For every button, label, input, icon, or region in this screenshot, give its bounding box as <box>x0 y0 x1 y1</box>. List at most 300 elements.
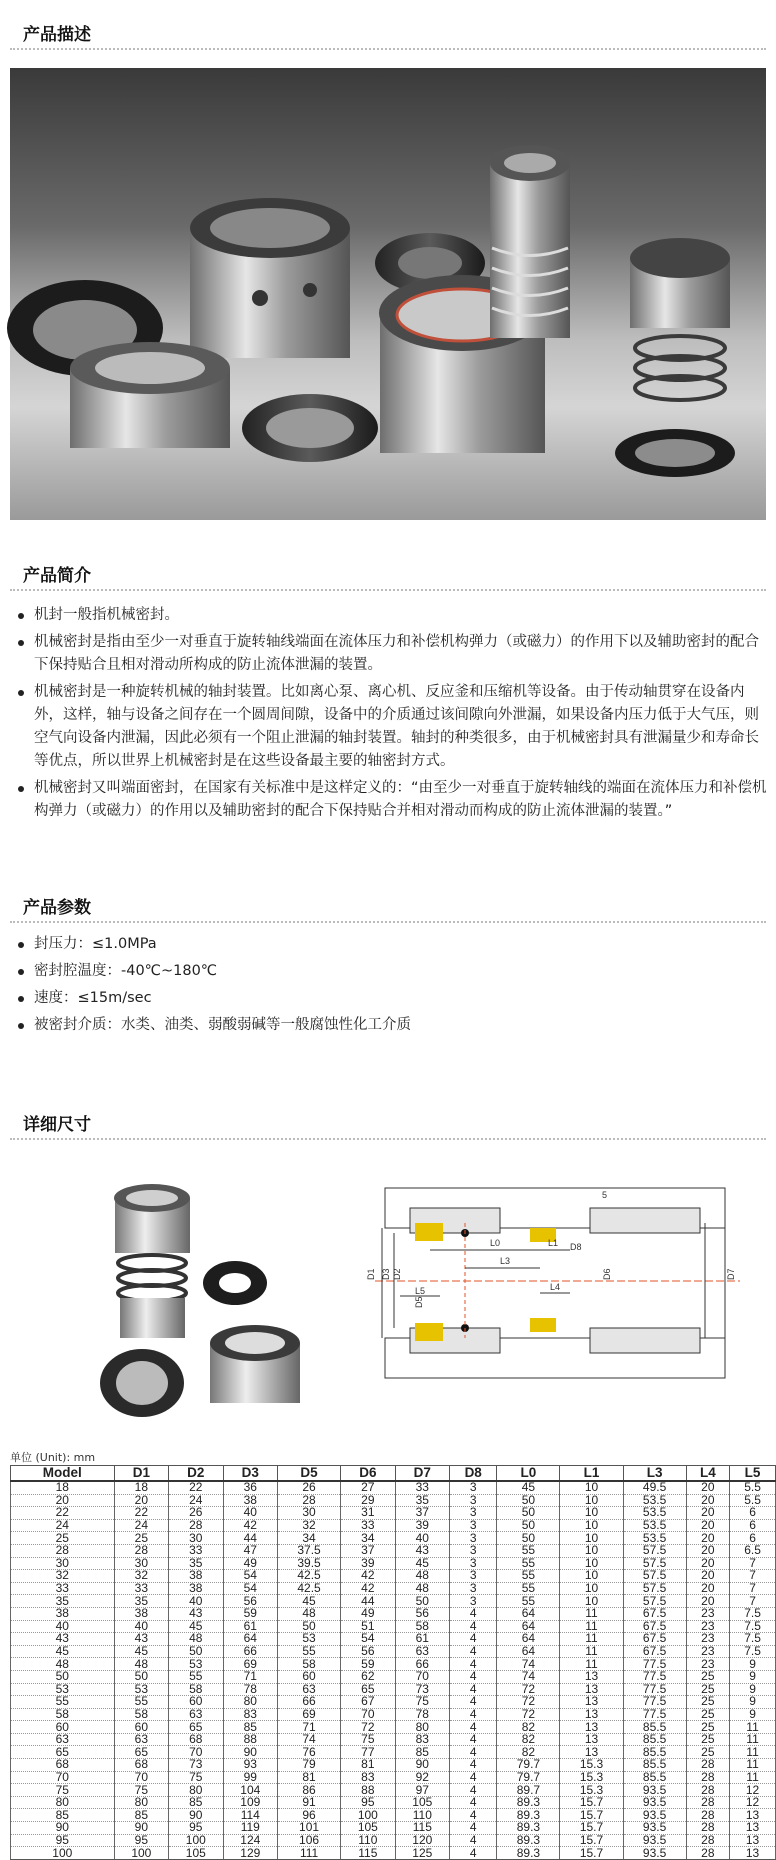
table-row <box>11 1708 776 1721</box>
table-cell: 40 <box>114 1620 168 1633</box>
table-cell: 61 <box>223 1620 277 1633</box>
table-cell: 4 <box>450 1784 497 1797</box>
label-l1: L1 <box>548 1238 559 1248</box>
table-cell: 37.5 <box>278 1544 341 1557</box>
table-cell: 97 <box>395 1784 449 1797</box>
table-cell: 65 <box>114 1746 168 1759</box>
table-cell: 9 <box>730 1670 776 1683</box>
table-cell: 4 <box>450 1670 497 1683</box>
table-cell: 63 <box>11 1733 115 1746</box>
table-cell: 72 <box>341 1721 395 1734</box>
table-cell: 83 <box>341 1771 395 1784</box>
table-cell: 83 <box>223 1708 277 1721</box>
table-cell: 25 <box>11 1532 115 1545</box>
table-cell: 4 <box>450 1822 497 1835</box>
table-cell: 25 <box>686 1733 729 1746</box>
table-cell: 53.5 <box>623 1532 686 1545</box>
table-cell: 79 <box>278 1759 341 1772</box>
table-cell: 24 <box>11 1519 115 1532</box>
table-cell: 89.3 <box>497 1809 560 1822</box>
table-cell: 70 <box>11 1771 115 1784</box>
table-cell: 85 <box>395 1746 449 1759</box>
table-cell: 37 <box>341 1544 395 1557</box>
table-cell: 4 <box>450 1771 497 1784</box>
table-cell: 66 <box>223 1645 277 1658</box>
table-cell: 26 <box>169 1507 223 1520</box>
table-cell: 67.5 <box>623 1645 686 1658</box>
table-cell: 20 <box>686 1570 729 1583</box>
table-cell: 6 <box>730 1507 776 1520</box>
table-cell: 71 <box>278 1721 341 1734</box>
table-cell: 25 <box>686 1721 729 1734</box>
table-cell: 20 <box>11 1494 115 1507</box>
table-cell: 100 <box>169 1834 223 1847</box>
table-cell: 28 <box>686 1847 729 1860</box>
table-cell: 15.7 <box>560 1809 623 1822</box>
section-title-description: 产品描述 <box>23 25 91 45</box>
table-cell: 73 <box>169 1759 223 1772</box>
column-header: Model <box>11 1466 115 1482</box>
table-cell: 80 <box>114 1796 168 1809</box>
table-cell: 11 <box>560 1620 623 1633</box>
table-cell: 44 <box>223 1532 277 1545</box>
table-cell: 13 <box>730 1809 776 1822</box>
param-item: 密封腔温度：-40℃~180℃ <box>10 960 770 983</box>
table-cell: 105 <box>341 1822 395 1835</box>
table-cell: 20 <box>686 1494 729 1507</box>
table-cell: 35 <box>169 1557 223 1570</box>
table-cell: 50 <box>114 1670 168 1683</box>
table-cell: 20 <box>686 1507 729 1520</box>
param-item: 被密封介质：水类、油类、弱酸弱碱等一般腐蚀性化工介质 <box>10 1014 770 1037</box>
table-cell: 95 <box>114 1834 168 1847</box>
table-cell: 39.5 <box>278 1557 341 1570</box>
table-cell: 7.5 <box>730 1645 776 1658</box>
table-cell: 55 <box>114 1696 168 1709</box>
table-cell: 80 <box>169 1784 223 1797</box>
table-cell: 57.5 <box>623 1544 686 1557</box>
table-cell: 115 <box>341 1847 395 1860</box>
unit-label: 单位 (Unit): mm <box>10 1451 96 1464</box>
table-cell: 42 <box>223 1519 277 1532</box>
table-cell: 15.7 <box>560 1847 623 1860</box>
table-cell: 72 <box>497 1696 560 1709</box>
table-cell: 77.5 <box>623 1708 686 1721</box>
table-cell: 30 <box>278 1507 341 1520</box>
table-cell: 90 <box>114 1822 168 1835</box>
table-cell: 60 <box>114 1721 168 1734</box>
table-cell: 88 <box>223 1733 277 1746</box>
table-cell: 20 <box>686 1544 729 1557</box>
table-cell: 55 <box>278 1645 341 1658</box>
table-cell: 6.5 <box>730 1544 776 1557</box>
table-cell: 43 <box>11 1633 115 1646</box>
params-list <box>10 933 770 1041</box>
table-cell: 10 <box>560 1494 623 1507</box>
table-cell: 39 <box>395 1519 449 1532</box>
table-cell: 4 <box>450 1683 497 1696</box>
table-cell: 73 <box>395 1683 449 1696</box>
table-cell: 75 <box>341 1733 395 1746</box>
table-cell: 32 <box>278 1519 341 1532</box>
column-header: D2 <box>169 1466 223 1482</box>
table-cell: 93.5 <box>623 1847 686 1860</box>
table-cell: 93.5 <box>623 1796 686 1809</box>
table-cell: 48 <box>278 1607 341 1620</box>
table-cell: 43 <box>169 1607 223 1620</box>
table-cell: 10 <box>560 1595 623 1608</box>
table-cell: 38 <box>169 1570 223 1583</box>
table-cell: 64 <box>223 1633 277 1646</box>
table-cell: 48 <box>114 1658 168 1671</box>
table-cell: 58 <box>169 1683 223 1696</box>
table-cell: 95 <box>169 1822 223 1835</box>
table-cell: 54 <box>223 1582 277 1595</box>
table-cell: 3 <box>450 1481 497 1494</box>
table-cell: 58 <box>114 1708 168 1721</box>
table-cell: 20 <box>686 1595 729 1608</box>
table-cell: 7.5 <box>730 1607 776 1620</box>
table-cell: 95 <box>11 1834 115 1847</box>
table-cell: 7 <box>730 1595 776 1608</box>
label-l0: L0 <box>490 1238 501 1248</box>
table-cell: 82 <box>497 1721 560 1734</box>
table-cell: 45 <box>497 1481 560 1494</box>
table-cell: 10 <box>560 1507 623 1520</box>
table-cell: 66 <box>395 1658 449 1671</box>
table-cell: 67 <box>341 1696 395 1709</box>
table-cell: 4 <box>450 1708 497 1721</box>
table-cell: 24 <box>114 1519 168 1532</box>
table-cell: 93.5 <box>623 1822 686 1835</box>
table-cell: 68 <box>169 1733 223 1746</box>
table-cell: 43 <box>114 1633 168 1646</box>
table-cell: 7 <box>730 1582 776 1595</box>
table-cell: 63 <box>395 1645 449 1658</box>
table-cell: 33 <box>11 1582 115 1595</box>
table-cell: 38 <box>114 1607 168 1620</box>
table-cell: 57.5 <box>623 1570 686 1583</box>
table-cell: 80 <box>223 1696 277 1709</box>
table-cell: 38 <box>11 1607 115 1620</box>
intro-item: 机械密封又叫端面密封，在国家有关标准中是这样定义的：“由至少一对垂直于旋转轴线的端面在流体压力和补偿机构弹力（或磁力）的作用以及辅助密封的配合下保持贴合并相对滑动而构成的防止流体泄漏的装置。” <box>10 777 770 823</box>
table-cell: 55 <box>11 1696 115 1709</box>
section-divider <box>10 48 766 50</box>
table-cell: 4 <box>450 1658 497 1671</box>
table-cell: 25 <box>686 1746 729 1759</box>
table-cell: 110 <box>395 1809 449 1822</box>
table-cell: 20 <box>686 1532 729 1545</box>
table-cell: 20 <box>686 1557 729 1570</box>
table-cell: 13 <box>730 1822 776 1835</box>
table-cell: 33 <box>169 1544 223 1557</box>
table-cell: 82 <box>497 1746 560 1759</box>
table-cell: 60 <box>278 1670 341 1683</box>
table-cell: 49 <box>223 1557 277 1570</box>
intro-list <box>10 604 770 827</box>
table-cell: 13 <box>560 1721 623 1734</box>
table-cell: 5.5 <box>730 1494 776 1507</box>
table-cell: 42.5 <box>278 1570 341 1583</box>
table-cell: 15.7 <box>560 1796 623 1809</box>
table-cell: 75 <box>11 1784 115 1797</box>
table-cell: 89.7 <box>497 1784 560 1797</box>
table-cell: 54 <box>341 1633 395 1646</box>
table-cell: 28 <box>686 1834 729 1847</box>
column-header: L0 <box>497 1466 560 1482</box>
table-cell: 100 <box>341 1809 395 1822</box>
table-cell: 35 <box>114 1595 168 1608</box>
table-cell: 85 <box>11 1809 115 1822</box>
table-cell: 34 <box>341 1532 395 1545</box>
table-cell: 70 <box>341 1708 395 1721</box>
table-cell: 80 <box>11 1796 115 1809</box>
table-cell: 3 <box>450 1532 497 1545</box>
table-cell: 45 <box>278 1595 341 1608</box>
table-cell: 70 <box>114 1771 168 1784</box>
table-cell: 10 <box>560 1557 623 1570</box>
table-cell: 100 <box>114 1847 168 1860</box>
table-cell: 4 <box>450 1696 497 1709</box>
table-cell: 79.7 <box>497 1759 560 1772</box>
table-cell: 11 <box>730 1759 776 1772</box>
table-cell: 72 <box>497 1708 560 1721</box>
column-header: D6 <box>341 1466 395 1482</box>
table-cell: 57.5 <box>623 1582 686 1595</box>
table-cell: 105 <box>395 1796 449 1809</box>
table-cell: 56 <box>223 1595 277 1608</box>
label-s: 5 <box>602 1190 608 1200</box>
table-cell: 69 <box>223 1658 277 1671</box>
table-cell: 4 <box>450 1759 497 1772</box>
table-cell: 93.5 <box>623 1784 686 1797</box>
table-cell: 77.5 <box>623 1683 686 1696</box>
table-cell: 83 <box>395 1733 449 1746</box>
table-cell: 79.7 <box>497 1771 560 1784</box>
table-cell: 93.5 <box>623 1834 686 1847</box>
table-cell: 32 <box>114 1570 168 1583</box>
table-cell: 11 <box>560 1645 623 1658</box>
table-cell: 66 <box>278 1696 341 1709</box>
intro-item: 机械密封是一种旋转机械的轴封装置。比如离心泵、离心机、反应釜和压缩机等设备。由于传动轴贯穿在设备内外，这样，轴与设备之间存在一个圆周间隙，设备中的介质通过该间隙向外泄漏，如果设备内压力低于大气压，则空气向设备内泄漏，因此必须有一个阻止泄漏的轴封装置。轴封的种类很多，由于机械密封具有泄漏量少和寿命长等优点，所以世界上机械密封是在这些设备最主要的轴密封方式。 <box>10 681 770 773</box>
table-cell: 45 <box>395 1557 449 1570</box>
table-cell: 45 <box>169 1620 223 1633</box>
table-cell: 55 <box>497 1570 560 1583</box>
table-cell: 23 <box>686 1620 729 1633</box>
table-cell: 20 <box>114 1494 168 1507</box>
table-cell: 85.5 <box>623 1759 686 1772</box>
table-cell: 75 <box>169 1771 223 1784</box>
table-cell: 12 <box>730 1796 776 1809</box>
table-cell: 4 <box>450 1607 497 1620</box>
table-cell: 57.5 <box>623 1557 686 1570</box>
table-cell: 70 <box>169 1746 223 1759</box>
table-cell: 50 <box>169 1645 223 1658</box>
table-cell: 33 <box>114 1582 168 1595</box>
table-cell: 15.3 <box>560 1759 623 1772</box>
column-header: L4 <box>686 1466 729 1482</box>
param-item: 封压力：≤1.0MPa <box>10 933 770 956</box>
table-cell: 55 <box>497 1544 560 1557</box>
table-cell: 4 <box>450 1847 497 1860</box>
table-cell: 55 <box>169 1670 223 1683</box>
table-cell: 129 <box>223 1847 277 1860</box>
table-cell: 29 <box>341 1494 395 1507</box>
table-cell: 23 <box>686 1607 729 1620</box>
table-cell: 93 <box>223 1759 277 1772</box>
table-cell: 35 <box>11 1595 115 1608</box>
table-cell: 89.3 <box>497 1834 560 1847</box>
table-cell: 28 <box>686 1822 729 1835</box>
table-cell: 6 <box>730 1532 776 1545</box>
table-cell: 3 <box>450 1557 497 1570</box>
label-l5: L5 <box>415 1286 426 1296</box>
table-cell: 48 <box>395 1582 449 1595</box>
table-cell: 13 <box>730 1834 776 1847</box>
table-cell: 3 <box>450 1494 497 1507</box>
section-title-intro: 产品简介 <box>23 566 91 586</box>
table-cell: 65 <box>169 1721 223 1734</box>
table-cell: 124 <box>223 1834 277 1847</box>
table-cell: 82 <box>497 1733 560 1746</box>
column-header: D3 <box>223 1466 277 1482</box>
table-cell: 10 <box>560 1532 623 1545</box>
table-cell: 50 <box>497 1494 560 1507</box>
table-cell: 4 <box>450 1620 497 1633</box>
table-cell: 9 <box>730 1683 776 1696</box>
table-cell: 77.5 <box>623 1670 686 1683</box>
table-cell: 20 <box>686 1481 729 1494</box>
table-cell: 50 <box>497 1507 560 1520</box>
table-cell: 49.5 <box>623 1481 686 1494</box>
table-row <box>11 1582 776 1595</box>
table-cell: 75 <box>395 1696 449 1709</box>
table-cell: 67.5 <box>623 1607 686 1620</box>
table-cell: 11 <box>730 1771 776 1784</box>
table-cell: 13 <box>560 1746 623 1759</box>
table-row <box>11 1847 776 1860</box>
table-cell: 23 <box>686 1658 729 1671</box>
table-cell: 11 <box>730 1746 776 1759</box>
table-cell: 67.5 <box>623 1620 686 1633</box>
table-cell: 18 <box>114 1481 168 1494</box>
table-cell: 60 <box>11 1721 115 1734</box>
table-cell: 22 <box>169 1481 223 1494</box>
intro-item: 机械密封是指由至少一对垂直于旋转轴线端面在流体压力和补偿机构弹力（或磁力）的作用下以及辅助密封的配合下保持贴合且相对滑动所构成的防止流体泄漏的装置。 <box>10 631 770 677</box>
table-cell: 54 <box>223 1570 277 1583</box>
table-cell: 114 <box>223 1809 277 1822</box>
table-cell: 28 <box>686 1771 729 1784</box>
table-cell: 115 <box>395 1822 449 1835</box>
table-cell: 58 <box>278 1658 341 1671</box>
table-cell: 4 <box>450 1645 497 1658</box>
table-cell: 57.5 <box>623 1595 686 1608</box>
table-cell: 65 <box>11 1746 115 1759</box>
table-cell: 95 <box>341 1796 395 1809</box>
table-cell: 58 <box>395 1620 449 1633</box>
table-cell: 28 <box>278 1494 341 1507</box>
table-cell: 111 <box>278 1847 341 1860</box>
table-cell: 64 <box>497 1620 560 1633</box>
section-divider <box>10 1138 766 1140</box>
table-cell: 45 <box>11 1645 115 1658</box>
table-cell: 30 <box>11 1557 115 1570</box>
table-cell: 15.7 <box>560 1822 623 1835</box>
table-cell: 63 <box>278 1683 341 1696</box>
table-cell: 11 <box>560 1658 623 1671</box>
table-cell: 78 <box>223 1683 277 1696</box>
column-header: D1 <box>114 1466 168 1482</box>
table-cell: 37 <box>395 1507 449 1520</box>
table-cell: 13 <box>560 1696 623 1709</box>
table-cell: 28 <box>686 1759 729 1772</box>
table-cell: 119 <box>223 1822 277 1835</box>
table-cell: 85.5 <box>623 1721 686 1734</box>
table-cell: 25 <box>686 1683 729 1696</box>
table-cell: 62 <box>341 1670 395 1683</box>
table-cell: 45 <box>114 1645 168 1658</box>
table-cell: 28 <box>686 1784 729 1797</box>
table-cell: 85.5 <box>623 1746 686 1759</box>
table-cell: 89.3 <box>497 1822 560 1835</box>
table-cell: 93.5 <box>623 1809 686 1822</box>
table-cell: 4 <box>450 1834 497 1847</box>
table-cell: 13 <box>560 1683 623 1696</box>
table-cell: 10 <box>560 1519 623 1532</box>
table-cell: 22 <box>11 1507 115 1520</box>
table-cell: 15.7 <box>560 1834 623 1847</box>
table-cell: 125 <box>395 1847 449 1860</box>
table-cell: 53 <box>114 1683 168 1696</box>
table-cell: 69 <box>278 1708 341 1721</box>
table-cell: 33 <box>395 1481 449 1494</box>
table-cell: 67.5 <box>623 1633 686 1646</box>
table-cell: 74 <box>278 1733 341 1746</box>
table-cell: 86 <box>278 1784 341 1797</box>
table-cell: 68 <box>114 1759 168 1772</box>
table-cell: 7.5 <box>730 1633 776 1646</box>
table-cell: 27 <box>341 1481 395 1494</box>
table-cell: 20 <box>686 1582 729 1595</box>
table-cell: 20 <box>686 1519 729 1532</box>
table-cell: 28 <box>11 1544 115 1557</box>
table-cell: 100 <box>11 1847 115 1860</box>
table-cell: 77 <box>341 1746 395 1759</box>
table-cell: 53.5 <box>623 1494 686 1507</box>
table-cell: 64 <box>497 1645 560 1658</box>
table-cell: 77.5 <box>623 1696 686 1709</box>
table-cell: 24 <box>169 1494 223 1507</box>
table-cell: 10 <box>560 1582 623 1595</box>
table-cell: 75 <box>114 1784 168 1797</box>
table-cell: 10 <box>560 1544 623 1557</box>
table-cell: 15.3 <box>560 1784 623 1797</box>
table-cell: 63 <box>114 1733 168 1746</box>
table-cell: 5.5 <box>730 1481 776 1494</box>
table-cell: 3 <box>450 1595 497 1608</box>
table-cell: 15.3 <box>560 1771 623 1784</box>
table-cell: 65 <box>341 1683 395 1696</box>
table-cell: 76 <box>278 1746 341 1759</box>
table-cell: 13 <box>560 1670 623 1683</box>
table-cell: 4 <box>450 1733 497 1746</box>
column-header: D5 <box>278 1466 341 1482</box>
table-cell: 48 <box>169 1633 223 1646</box>
table-header-row <box>11 1466 776 1482</box>
label-l3: L3 <box>500 1256 511 1266</box>
table-cell: 92 <box>395 1771 449 1784</box>
column-header: L3 <box>623 1466 686 1482</box>
